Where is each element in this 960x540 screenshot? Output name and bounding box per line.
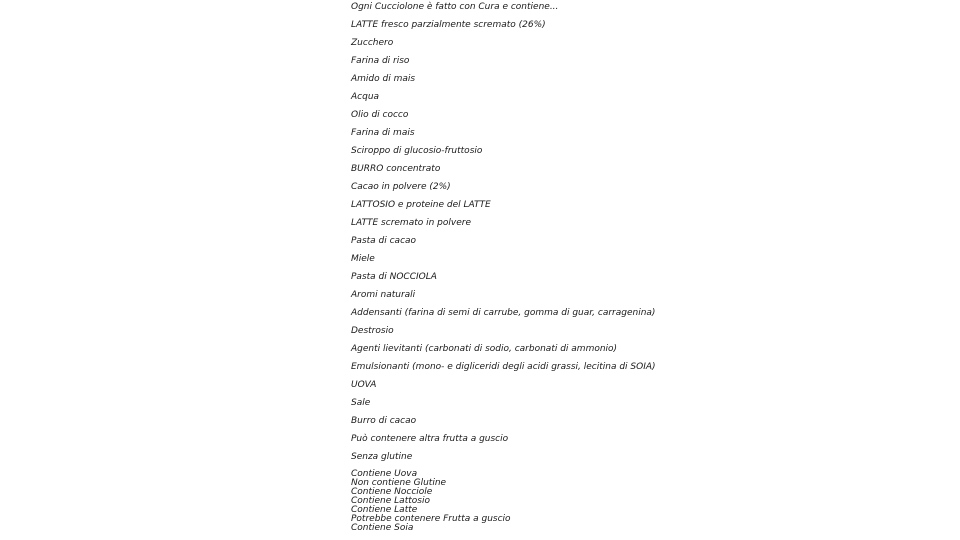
ingredient-item: LATTE scremato in polvere xyxy=(351,218,471,228)
ingredient-item: UOVA xyxy=(351,380,377,390)
ingredient-item: Zucchero xyxy=(351,38,394,48)
ingredient-item: Farina di mais xyxy=(351,128,415,138)
ingredient-list xyxy=(351,19,791,463)
allergen-claim: Non contiene Glutine xyxy=(351,478,447,488)
ingredient-item: Pasta di cacao xyxy=(351,236,417,246)
allergen-claims xyxy=(351,470,791,533)
ingredient-item: Aromi naturali xyxy=(351,290,416,300)
ingredient-item: Cacao in polvere (2%) xyxy=(351,182,451,192)
ingredient-item: Olio di cocco xyxy=(351,110,409,120)
ingredient-item: Acqua xyxy=(351,92,380,102)
ingredient-item: Destrosio xyxy=(351,326,394,336)
allergen-claim: Potrebbe contenere Frutta a guscio xyxy=(351,514,511,524)
ingredients-panel xyxy=(351,1,791,533)
ingredient-item: Pasta di NOCCIOLA xyxy=(351,272,437,282)
ingredient-item: Senza glutine xyxy=(351,452,413,462)
ingredient-item: LATTOSIO e proteine del LATTE xyxy=(351,200,491,210)
ingredient-item: Sciroppo di glucosio-fruttosio xyxy=(351,146,483,156)
ingredient-item: Farina di riso xyxy=(351,56,410,66)
ingredient-item: Addensanti (farina di semi di carrube, gomma di guar, carragenina) xyxy=(351,308,656,318)
ingredient-item: BURRO concentrato xyxy=(351,164,441,174)
ingredient-item: Burro di cacao xyxy=(351,416,417,426)
ingredient-item: Emulsionanti (mono- e digliceridi degli acidi grassi, lecitina di SOIA) xyxy=(351,362,656,372)
ingredient-item: LATTE fresco parzialmente scremato (26%) xyxy=(351,20,546,30)
allergen-claim: Contiene Uova xyxy=(351,469,418,479)
ingredient-item: Agenti lievitanti (carbonati di sodio, carbonati di ammonio) xyxy=(351,344,618,354)
allergen-claim: Contiene Nocciole xyxy=(351,487,433,497)
intro-text: Ogni Cucciolone è fatto con Cura e contiene... xyxy=(351,2,559,12)
allergen-claim: Contiene Soia xyxy=(351,523,414,533)
ingredient-item: Amido di mais xyxy=(351,74,416,84)
ingredient-item: Può contenere altra frutta a guscio xyxy=(351,434,509,444)
ingredient-item: Sale xyxy=(351,398,371,408)
ingredient-item: Miele xyxy=(351,254,375,264)
allergen-claim: Contiene Latte xyxy=(351,505,418,515)
allergen-claim: Contiene Lattosio xyxy=(351,496,430,506)
